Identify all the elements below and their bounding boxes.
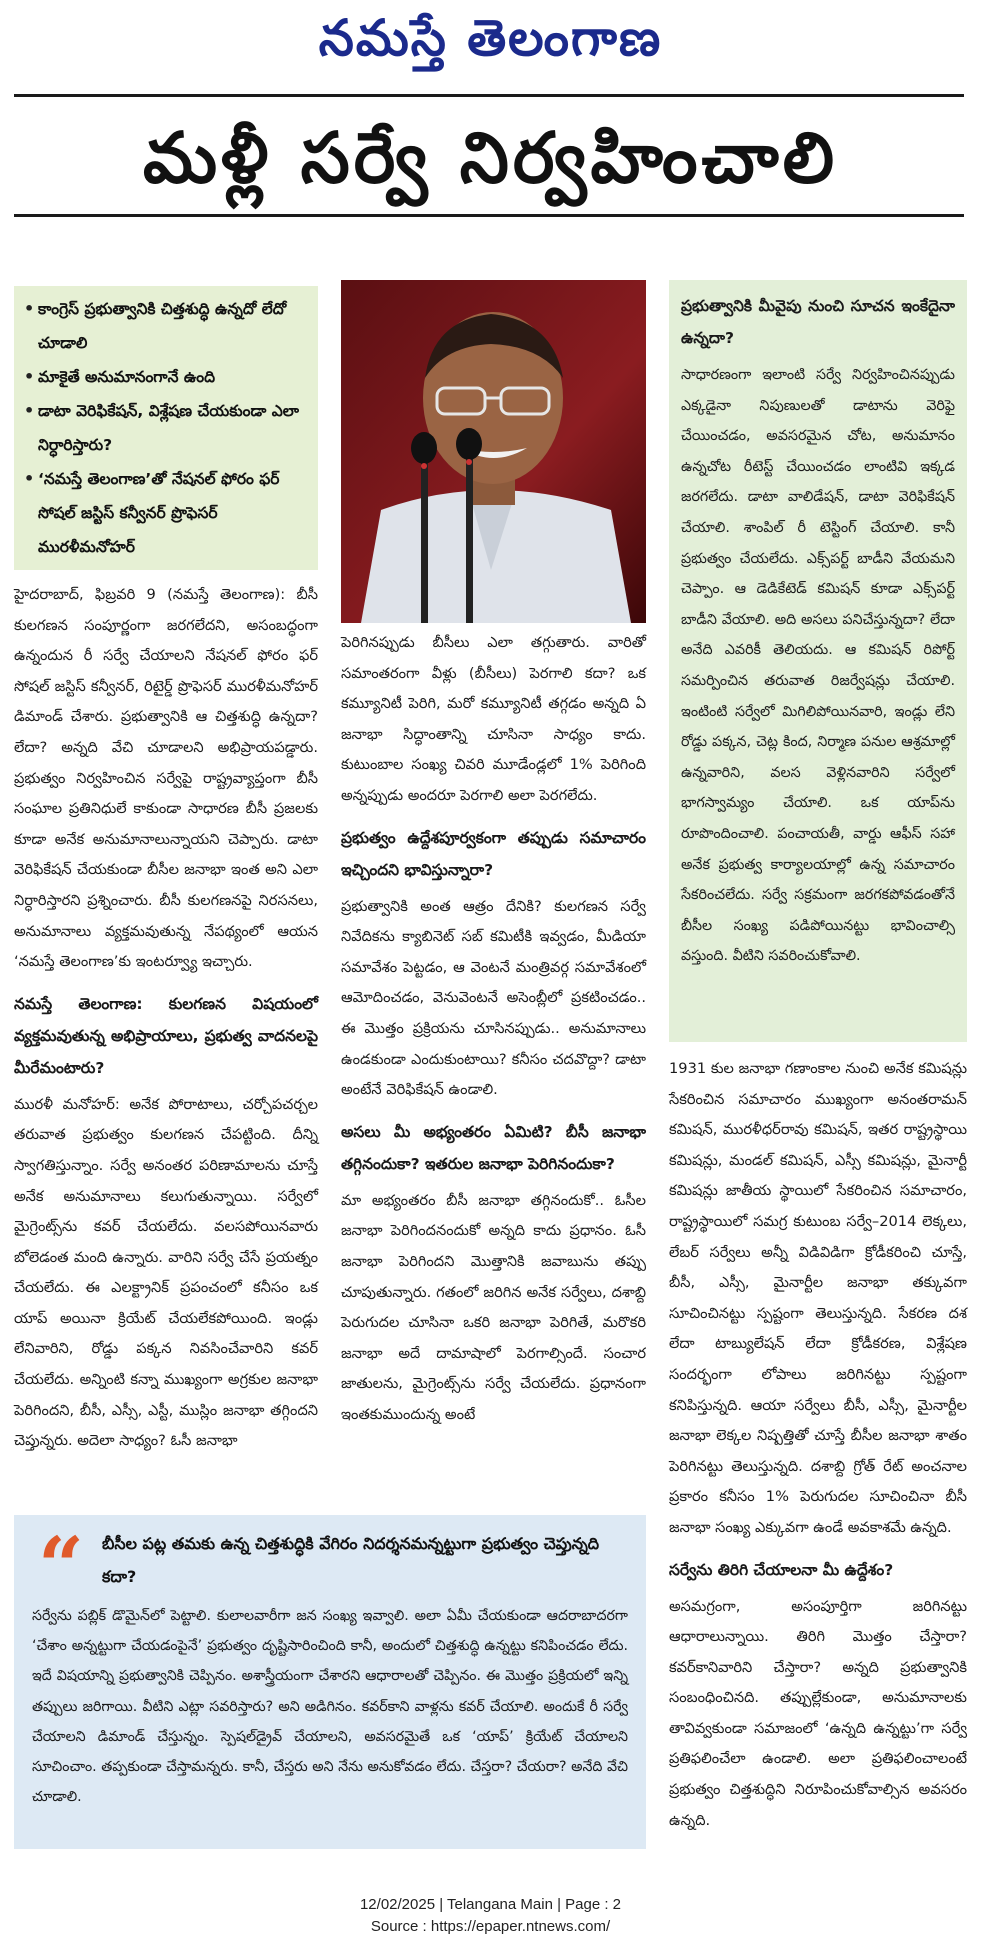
highlight-item: • డాటా వెరిఫికేషన్, విశ్లేషణ చేయకుండా ఎలా నిర్ధారిస్తారు? bbox=[24, 401, 299, 454]
question-heading: అసలు మీ అభ్యంతరం ఏమిటి? బీసీ జనాభా తగ్గినందుకా? ఇతరుల జనాభా పెరిగినందుకా? bbox=[341, 1122, 646, 1173]
question-heading: ప్రభుత్వం ఉద్దేశపూర్వకంగా తప్పుడు సమాచారం ఇచ్చిందని భావిస్తున్నారా? bbox=[341, 828, 646, 879]
speaker-photo-image bbox=[341, 280, 646, 623]
question-heading: ప్రభుత్వానికి మీవైపు నుంచి సూచన ఇంకేదైనా ఉన్నదా? bbox=[681, 297, 955, 347]
body-paragraph: 1931 కుల జనాభా గణాంకాల నుంచి అనేక కమిషన్లు సేకరించిన సమాచారం ముఖ్యంగా అనంతరామన్ కమిషన్, మురళీధర్‌రావు కమిషన్, ఇతర రాష్ట్రస్థాయి కమిషన్లు, మండల్ కమిషన్, ఎస్సీ కమిషన్లు, మైనార్టీ కమిషన్లు జాతీయ స్థాయిలో సేకరించిన సమాచారం, రాష్ట్రస్థాయిలో సమగ్ర కుటుంబ సర్వే–2014 లెక్కలు, లేబర్ సర్వేలు అన్నీ విడివిడిగా క్రోడీకరించి చూస్తే, బీసీ, ఎస్సీ, మైనార్టీల జనాభా తక్కువగా సూచించినట్టు స్పష్టంగా తెలుస్తున్నది. సేకరణ దశ లేదా టాబ్యులేషన్ లేదా క్రోడీకరణ, విశ్లేషణ సందర్భంగా లోపాలు జరిగినట్టు స్పష్టంగా కనిపిస్తున్నది. ఆయా సర్వేలు బీసీ, ఎస్సీ, మైనార్టీల జనాభా లెక్కల నిష్పత్తితో చూస్తే బీసీల జనాభా శాతం పెరిగినట్టు తెలుస్తున్నది. దశాబ్ది గ్రోత్ రేట్ అంచనాల ప్రకారం కనీసం 1% పెరుగుదల సూచించినా బీసీ జనాభా సంఖ్య ఎక్కువగా ఉండే అవకాశమే ఉన్నది. bbox=[669, 1060, 967, 1536]
headline-divider bbox=[14, 214, 964, 217]
article-headline: మళ్లీ సర్వే నిర్వహించాలి bbox=[142, 116, 839, 199]
footer-source-line: Source : https://epaper.ntnews.com/ bbox=[370, 1918, 611, 1935]
question-heading: సర్వేను తిరిగి చేయాలనా మీ ఉద్దేశం? bbox=[669, 1560, 894, 1579]
answer-paragraph: మురళీ మనోహర్: అనేక పోరాటాలు, చర్చోపచర్చల తరువాత ప్రభుత్వం కులగణన చేపట్టింది. దీన్ని స్వాగతిస్తున్నాం. సర్వే అనంతర పరిణామాలను చూస్తే అనేక అనుమానాలు కలుగుతున్నాయి. సర్వేలో మైగ్రెంట్స్‌ను కవర్ చేయలేదు. వలసపోయినవారు బోలెడంత మంది ఉన్నారు. వారిని సర్వే చేసే ప్రయత్నం చేయలేదు. ఈ ఎలక్ట్రానిక్ ప్రపంచంలో కనీసం ఒక యాప్ అయినా క్రియేట్ చేయలేకపోయింది. ఇండ్లు లేనివారిని, రోడ్డు పక్కన నివసించేవారిని కవర్ చేయలేదు. అన్నింటి కన్నా ముఖ్యంగా అగ్రకుల జనాభా పెరిగిందని, బీసీ, ఎస్సీ, ఎస్టీ, ముస్లిం జనాభా తగ్గిందని చెప్తున్నరు. అదెలా సాధ్యం? ఓసీ జనాభా bbox=[14, 1095, 318, 1450]
speaker-photo bbox=[341, 280, 646, 623]
pull-quote-heading: బీసీల పట్ల తమకు ఉన్న చిత్తశుద్ధికి వేగిరం నిదర్శనమన్నట్టుగా ప్రభుత్వం చెప్తున్నది కదా? bbox=[102, 1534, 600, 1586]
article-column-1 bbox=[14, 580, 318, 1461]
answer-paragraph: ప్రభుత్వానికి అంత ఆత్రం దేనికి? కులగణన సర్వే నివేదికను క్యాబినెట్ సబ్ కమిటీకి ఇవ్వడం, మీడియా సమావేశం పెట్టడం, ఆ వెంటనే మంత్రివర్గ సమావేశంలో ఆమోదించడం, వెనువెంటనే అసెంబ్లీలో ప్రకటించడం.. ఈ మొత్తం ప్రక్రియను చూసినప్పుడు.. అనుమానాలు ఉండకుండా ఎందుకుంటాయి? కనీసం చదవొద్దా? డాటా అంటేనే వెరిఫికేషన్ ఉండాలి. bbox=[341, 897, 646, 1099]
article-column-2 bbox=[341, 628, 646, 1434]
answer-paragraph: అసమగ్రంగా, అసంపూర్తిగా జరిగినట్టు ఆధారాలున్నాయి. తిరిగి మొత్తం చేస్తారా? కవర్‌కానివారిని చేస్తారా? అన్నది ప్రభుత్వానికి సంబంధించినది. తప్పుల్లేకుండా, అనుమానాలకు తావివ్వకుండా సమాజంలో ‘ఉన్నది ఉన్నట్టు’గా సర్వే ప్రతిఫలించేలా ఉండాలి. అలా ప్రతిఫలించాలంటే ప్రభుత్వం చిత్తశుద్ధిని నిరూపించుకోవాల్సిన అవసరం ఉన్నది. bbox=[669, 1597, 967, 1829]
masthead-title: నమస్తే తెలంగాణ bbox=[318, 9, 663, 67]
body-paragraph: పెరిగినప్పుడు బీసీలు ఎలా తగ్గుతారు. వారితో సమాంతరంగా వీళ్లు (బీసీలు) పెరగాలి కదా? ఒక కమ్యూనిటీ పెరిగి, మరో కమ్యూనిటీ తగ్గడం అన్నది ఏ జనాభా సిద్ధాంతాన్ని చూసినా సాధ్యం కాదు. కుటుంబాల సంఖ్య చివరి మూడేండ్లలో 1% పెరిగింది అన్నప్పుడు అందరూ పెరగాలి అలా పెరగలేదు. bbox=[341, 634, 646, 804]
article-column-3 bbox=[669, 1054, 967, 1840]
question-heading: నమస్తే తెలంగాణ: కులగణన విషయంలో వ్యక్తమవుతున్న అభిప్రాయాలు, ప్రభుత్వ వాదనలపై మీరేమంటారు? bbox=[14, 994, 318, 1077]
answer-paragraph: మా అభ్యంతరం బీసీ జనాభా తగ్గినందుకో.. ఓసీల జనాభా పెరిగిందనందుకో అన్నది కాదు ప్రధానం. ఓసీ జనాభా పెరిగిందని మొత్తానికి జవాబును తప్పు చూపుతున్నారు. గతంలో జరిగిన అనేక సర్వేలు, దశాబ్ది పెరుగుదల చూసినా ఒకరి జనాభా పెరిగితే, మరొకరి జనాభా అదే దామాషాలో పెరగాల్సిందే. సంచార జాతులను, మైగ్రెంట్స్‌ను సర్వే చేయలేదు. ప్రధానంగా ఇంతకుముందున్న అంటే bbox=[341, 1191, 646, 1423]
highlight-item: • ‘నమస్తే తెలంగాణ’తో నేషనల్ ఫోరం ఫర్ సోషల్ జస్టిస్ కన్వీనర్ ప్రొఫెసర్ మురళీమనోహర్ bbox=[24, 469, 280, 556]
intro-paragraph: హైదరాబాద్, ఫిబ్రవరి 9 (నమస్తే తెలంగాణ): బీసీ కులగణన సంపూర్ణంగా జరగలేదని, అసంబద్ధంగా ఉన్నందున రీ సర్వే చేయాలని నేషనల్ ఫోరం ఫర్ సోషల్ జస్టిస్ కన్వీనర్, రిటైర్డ్ ప్రొఫెసర్ మురళీమనోహర్ డిమాండ్ చేశారు. ప్రభుత్వానికి ఆ చిత్తశుద్ధి ఉన్నదా? లేదా? అన్నది వేచి చూడాలని అభిప్రాయపడ్డారు. ప్రభుత్వం నిర్వహించిన సర్వేపై రాష్ట్రవ్యాప్తంగా బీసీ సంఘాల ప్రతినిధులే కాకుండా సాధారణ బీసీ ప్రజలకు కూడా అనేక అనుమానాలున్నాయని చెప్పారు. డాటా వెరిఫికేషన్ చేయకుండా బీసీల జనాభా ఇంత అని ఎలా నిర్ధారిస్తారని ప్రశ్నించారు. బీసీ కులగణనపై నిరసనలు, అనుమానాలు వ్యక్తమవుతున్న నేపథ్యంలో ఆయన ‘నమస్తే తెలంగాణ’కు ఇంటర్వ్యూ ఇచ్చారు. bbox=[14, 586, 318, 971]
pull-quote-box bbox=[14, 1515, 646, 1849]
quote-mark-icon: “ bbox=[38, 1519, 85, 1613]
sidebar-box bbox=[669, 280, 967, 1042]
highlight-item: • కాంగ్రెస్ ప్రభుత్వానికి చిత్తశుద్ధి ఉన్నదో లేదో చూడాలి bbox=[24, 299, 287, 352]
masthead bbox=[0, 6, 981, 70]
highlights-box bbox=[14, 286, 318, 570]
highlight-item: • మాకైతే అనుమానంగానే ఉంది bbox=[24, 367, 216, 386]
answer-paragraph: సాధారణంగా ఇలాంటి సర్వే నిర్వహించినప్పుడు ఎక్కడైనా నిపుణులతో డాటాను వెరిఫై చేయించడం, అవసరమైన చోట, అనుమానం ఉన్నచోట రీటెస్ట్ చేయించడం లాంటివి ఇక్కడ జరగలేదు. డాటా వాలిడేషన్, డాటా వెరిఫికేషన్ చేయాలి. శాంపిల్ రీ టెస్టింగ్ చేయాలి. కానీ ప్రభుత్వం చేయలేదు. ఎక్స్‌పర్ట్ బాడీని వేయమని చెప్పాం. ఆ డెడికేటెడ్ కమిషన్ కూడా ఎక్స్‌పర్ట్ బాడీని వేయాలి. అది అసలు పనిచేస్తున్నదా? లేదా అనేది ఎవరికీ తెలియదు. ఆ కమిషన్ రిపోర్ట్ సమర్పించిన తరువాత రిజర్వేషన్లు చేయాలి. ఇంటింటి సర్వేలో మిగిలిపోయినవారి, ఇండ్లు లేని రోడ్డు పక్కన, చెట్ల కింద, నిర్మాణ పనుల ఆశ్రమాల్లో ఉన్నవారిని, వలస వెళ్లినవారిని సర్వేలో భాగస్వామ్యం చేయాలి. ఒక యాప్‌ను రూపొందించాలి. పంచాయతీ, వార్డు ఆఫీస్ సహా అనేక ప్రభుత్వ కార్యాలయాల్లో ఉన్న సమాచారం సేకరించలేదు. సర్వే సక్రమంగా జరగకపోవడంతోనే బీసీల సంఖ్య పడిపోయినట్టు భావించాల్సి వస్తుంది. వీటిని సవరించుకోవాలి. bbox=[681, 367, 955, 965]
footer-date-line: 12/02/2025 | Telangana Main | Page : 2 bbox=[359, 1896, 622, 1913]
masthead-divider bbox=[14, 94, 964, 97]
pull-quote-body: సర్వేను పబ్లిక్ డొమైన్‌లో పెట్టాలి. కులాలవారీగా జన సంఖ్య ఇవ్వాలి. అలా ఏమీ చేయకుండా ఆదరాబాదరగా ‘చేశాం అన్నట్టుగా చేయడంపైనే’ ప్రభుత్వం దృష్టిసారించింది కానీ, అందులో చిత్తశుద్ధి ఉన్నట్టు కనిపించడం లేదు. ఇదే విషయాన్ని ప్రభుత్వానికి చెప్పినం. అశాస్త్రీయంగా చేశారని ఆధారాలతో చెప్పినం. ఈ మొత్తం ప్రక్రియలో ఇన్ని తప్పులు జరిగాయి. వీటిని ఎట్లా సవరిస్తారు? అని అడిగినం. కవర్‌కాని వాళ్లను కవర్ చేయాలి. అందుకే రీ సర్వే చేయాలని డిమాండ్ చేస్తున్నం. స్పెషల్‌డ్రైవ్ చేయాలని, అవసరమైతే ఒక ‘యాప్’ క్రియేట్ చేయాలని సూచించాం. తప్పకుండా చేస్తామన్నరు. కానీ, చేస్తరు అని నేను అనుకోవడం లేదు. చేస్తరా? చేయరా? అనేది వేచి చూడాలి. bbox=[32, 1608, 628, 1806]
